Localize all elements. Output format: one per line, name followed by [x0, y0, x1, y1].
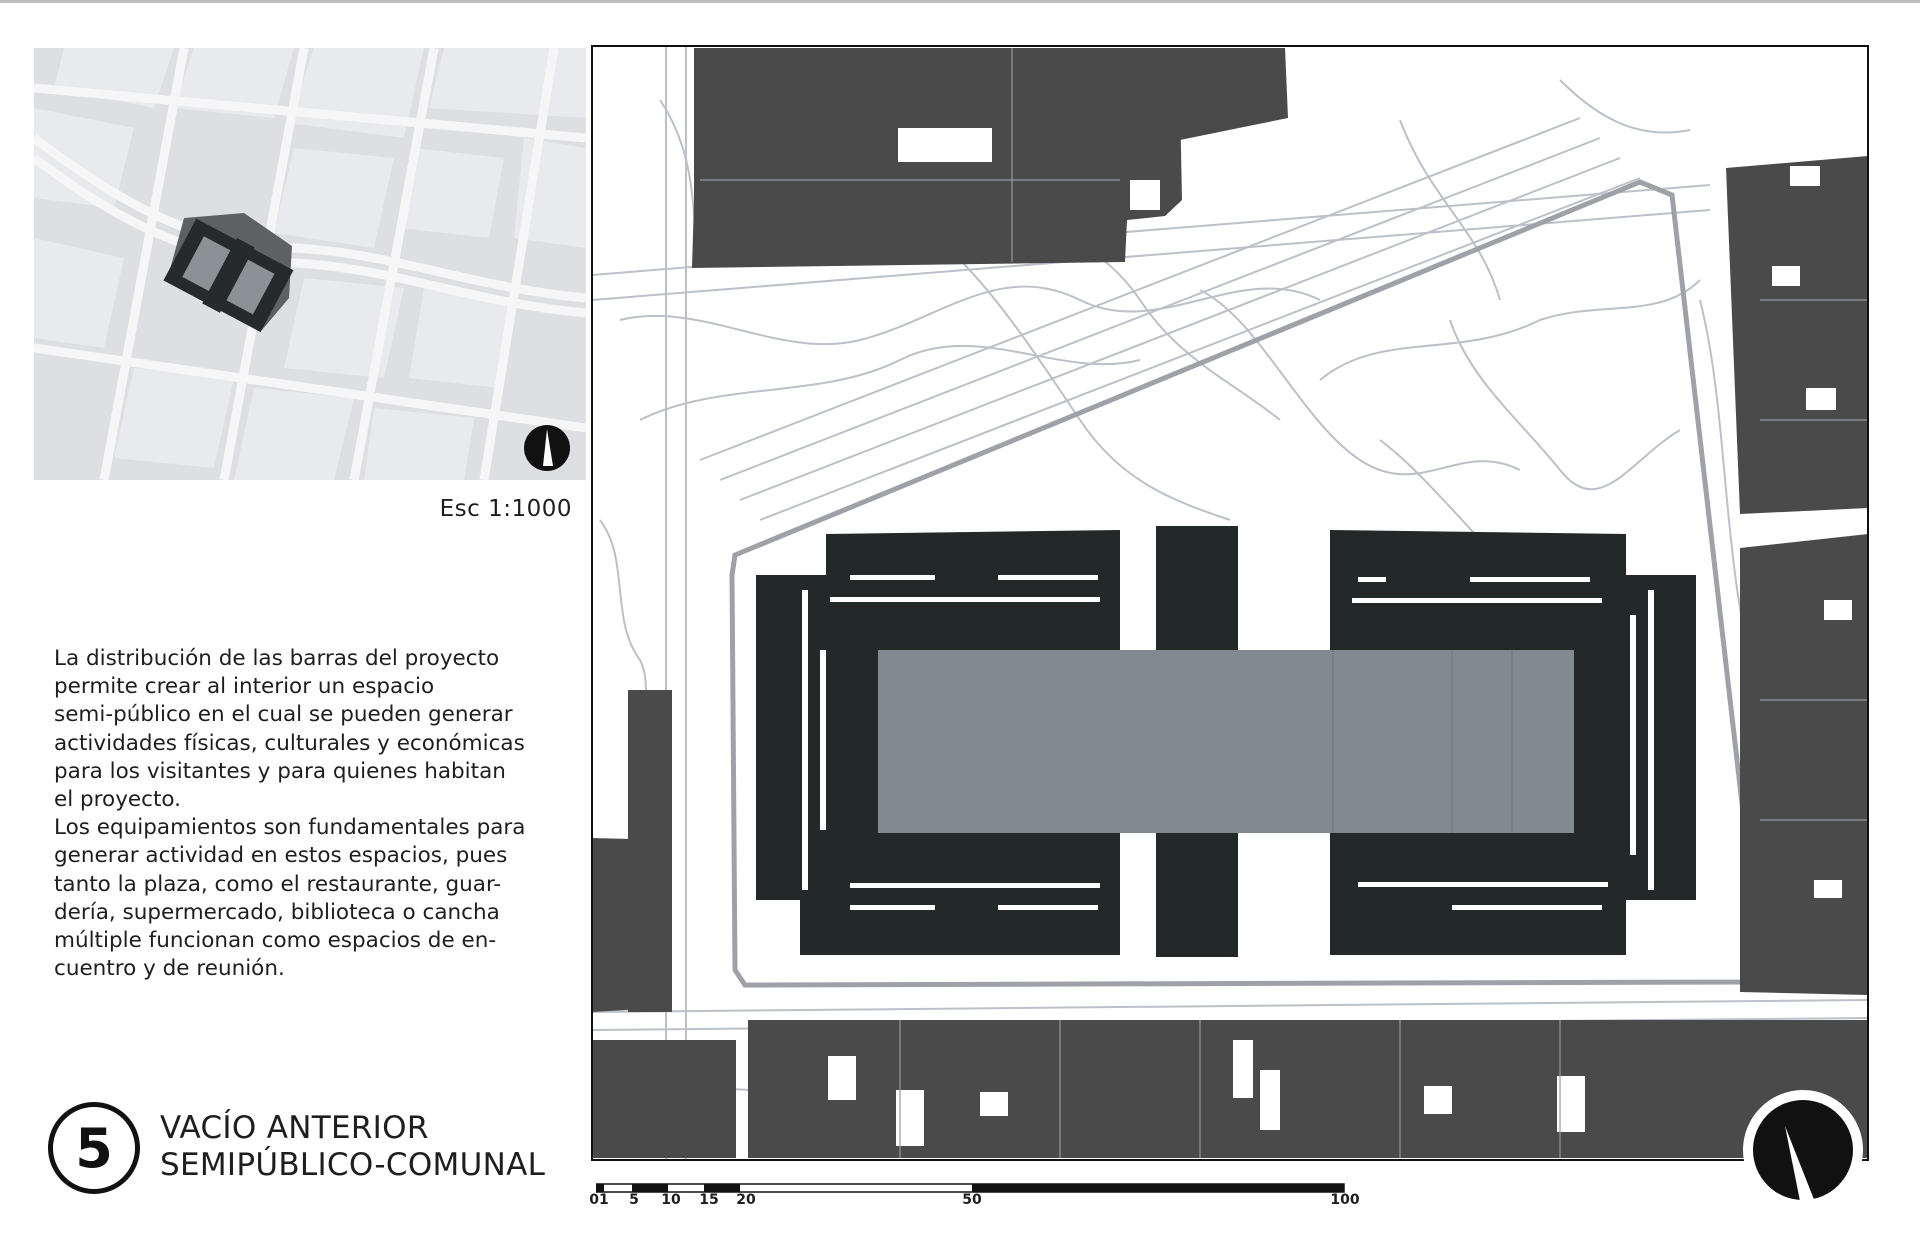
- scale-tick-10: 10: [661, 1192, 681, 1208]
- north-arrow-icon: [524, 425, 570, 471]
- scale-tick-15: 15: [699, 1192, 719, 1208]
- scale-tick-20: 20: [736, 1192, 756, 1208]
- scale-tick-5: 5: [629, 1192, 639, 1208]
- section-number: 5: [75, 1116, 113, 1180]
- scale-tick-01: 01: [589, 1192, 609, 1208]
- section-title-line-1: VACÍO ANTERIOR: [160, 1110, 429, 1146]
- section-title: [160, 1110, 545, 1184]
- north-arrow-icon: [1741, 1088, 1865, 1212]
- section-number-badge: [48, 1102, 140, 1194]
- top-border: [0, 0, 1920, 3]
- scale-label: Esc 1:1000: [439, 496, 572, 522]
- scale-tick-50: 50: [962, 1192, 982, 1208]
- description-text: La distribución de las barras del proyecto permite crear al interior un espacio semi-público en el cual se pueden generar actividades físicas, culturales y económicas para los visitantes y para quienes habitan el proyecto. Los equipamientos son fundamentales para generar actividad en estos espacios, pues tanto la plaza, como el restaurante, guar- dería, supermercado, biblioteca o cancha múltiple funcionan como espacios de en- cuentro y de reunión.: [54, 646, 526, 982]
- site-plan: [590, 44, 1870, 1162]
- scale-tick-100: 100: [1330, 1192, 1360, 1208]
- location-map: [34, 48, 586, 480]
- section-title-line-2: SEMIPÚBLICO-COMUNAL: [160, 1147, 546, 1183]
